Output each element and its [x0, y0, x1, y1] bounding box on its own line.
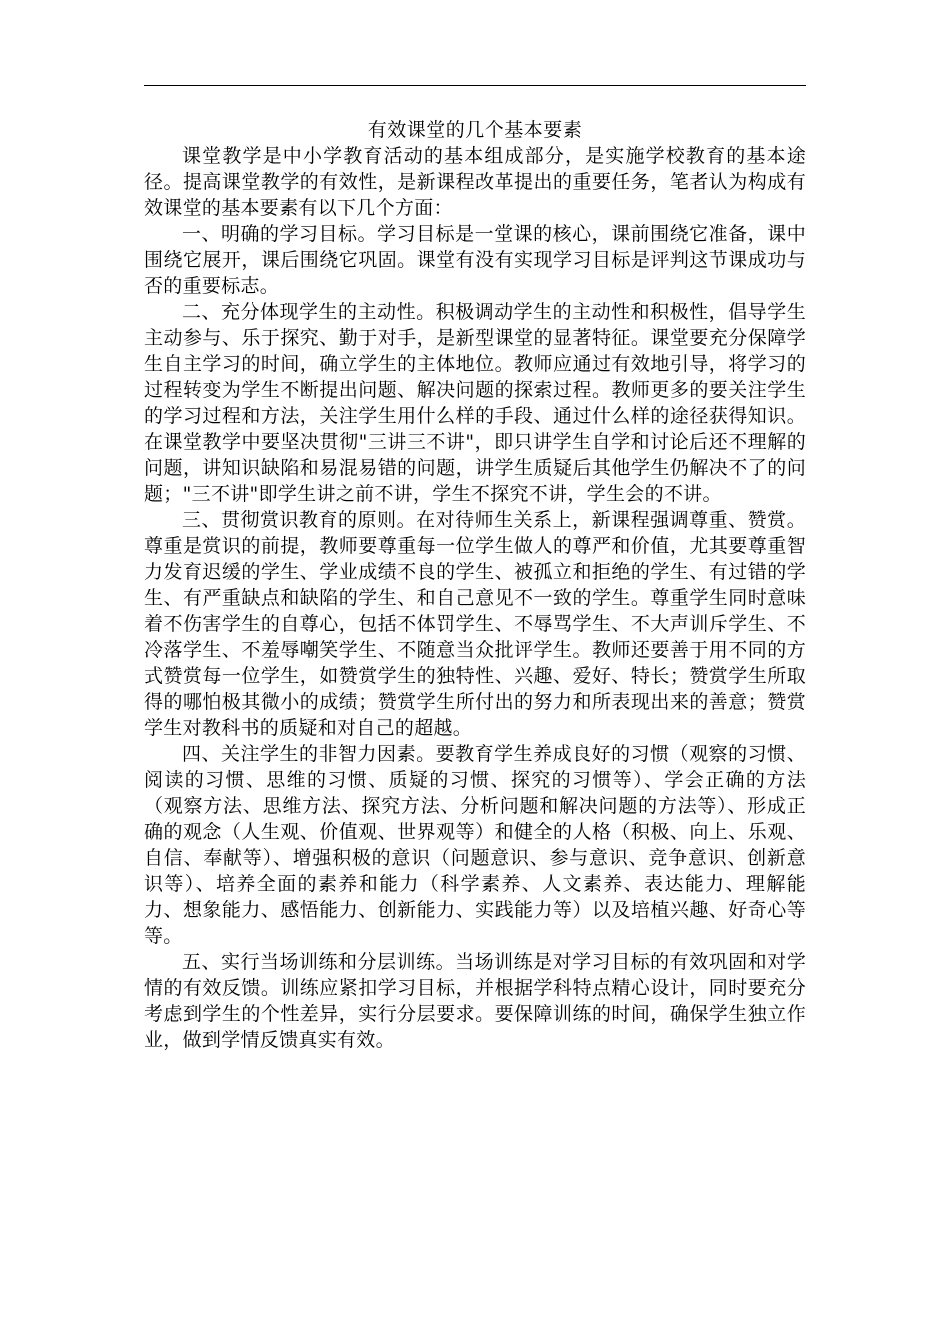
header-divider [144, 85, 806, 86]
article-body [144, 117, 806, 1053]
paragraph-on-the-spot-training: 五、实行当场训练和分层训练。当场训练是对学习目标的有效巩固和对学情的有效反馈。训练应紧扣学习目标，并根据学科特点精心设计，同时要充分考虑到学生的个性差异，实行分层要求。要保障训练的时间，确保学生独立作业，做到学情反馈真实有效。 [144, 951, 806, 1051]
paragraph-student-initiative: 二、充分体现学生的主动性。积极调动学生的主动性和积极性，倡导学生主动参与、乐于探究、勤于对手，是新型课堂的显著特征。课堂要充分保障学生自主学习的时间，确立学生的主体地位。教师应通过有效地引导，将学习的过程转变为学生不断提出问题、解决问题的探索过程。教师更多的要关注学生的学习过程和方法，关注学生用什么样的手段、通过什么样的途径获得知识。在课堂教学中要坚决贯彻"三讲三不讲"，即只讲学生自学和讨论后还不理解的问题，讲知识缺陷和易混易错的问题，讲学生质疑后其他学生仍解决不了的问题；"三不讲"即学生讲之前不讲，学生不探究不讲，学生会的不讲。 [144, 301, 806, 505]
paragraph-learning-goals: 一、明确的学习目标。学习目标是一堂课的核心，课前围绕它准备，课中围绕它展开，课后围绕它巩固。课堂有没有实现学习目标是评判这节课成功与否的重要标志。 [144, 223, 806, 297]
document-title: 有效课堂的几个基本要素 [367, 119, 583, 141]
paragraph-intro: 课堂教学是中小学教育活动的基本组成部分，是实施学校教育的基本途径。提高课堂教学的有效性，是新课程改革提出的重要任务，笔者认为构成有效课堂的基本要素有以下几个方面： [144, 145, 806, 219]
paragraph-non-intellectual-factors: 四、关注学生的非智力因素。要教育学生养成良好的习惯（观察的习惯、阅读的习惯、思维的习惯、质疑的习惯、探究的习惯等）、学会正确的方法（观察方法、思维方法、探究方法、分析问题和解决问题的方法等）、形成正确的观念（人生观、价值观、世界观等）和健全的人格（积极、向上、乐观、自信、奉献等）、增强积极的意识（问题意识、参与意识、竞争意识、创新意识等）、培养全面的素养和能力（科学素养、人文素养、表达能力、理解能力、想象能力、感悟能力、创新能力、实践能力等）以及培植兴趣、好奇心等等。 [144, 743, 806, 947]
paragraph-appreciation-education: 三、贯彻赏识教育的原则。在对待师生关系上，新课程强调尊重、赞赏。尊重是赏识的前提，教师要尊重每一位学生做人的尊严和价值，尤其要尊重智力发育迟缓的学生、学业成绩不良的学生、被孤立和拒绝的学生、有过错的学生、有严重缺点和缺陷的学生、和自己意见不一致的学生。尊重学生同时意味着不伤害学生的自尊心，包括不体罚学生、不辱骂学生、不大声训斥学生、不冷落学生、不羞辱嘲笑学生、不随意当众批评学生。教师还要善于用不同的方式赞赏每一位学生，如赞赏学生的独特性、兴趣、爱好、特长；赞赏学生所取得的哪怕极其微小的成绩；赞赏学生所付出的努力和所表现出来的善意；赞赏学生对教科书的质疑和对自己的超越。 [144, 509, 806, 739]
